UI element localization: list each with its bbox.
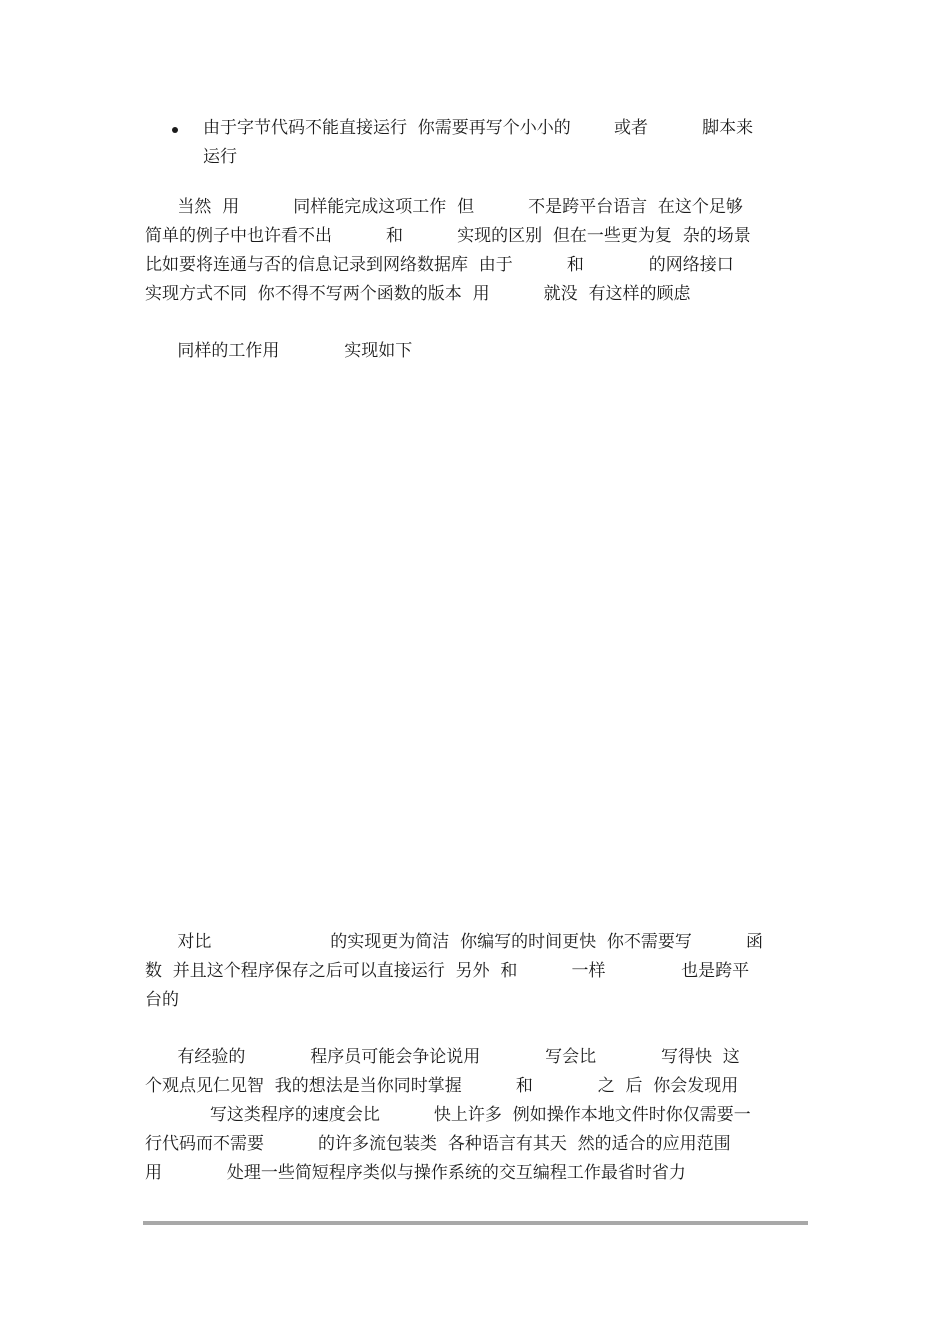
footer-divider xyxy=(143,1221,808,1225)
paragraph-4-line-5: 用 处理一些简短程序类似与操作系统的交互编程工作最省时省力 xyxy=(145,1163,686,1183)
paragraph-1-line-1: 当然 用 同样能完成这项工作 但 不是跨平台语言 在这个足够 xyxy=(145,197,743,217)
paragraph-4-line-1: 有经验的 程序员可能会争论说用 写会比 写得快 这 xyxy=(145,1047,740,1067)
paragraph-3-line-1: 对比 的实现更为简洁 你编写的时间更快 你不需要写 函 xyxy=(145,932,763,952)
paragraph-1-line-2: 简单的例子中也许看不出 和 实现的区别 但在一些更为复 杂的场景 xyxy=(145,226,751,246)
paragraph-1-line-3: 比如要将连通与否的信息记录到网络数据库 由于 和 的网络接口 xyxy=(145,255,734,275)
bullet-dot-icon xyxy=(172,127,178,133)
paragraph-3-line-2: 数 并且这个程序保存之后可以直接运行 另外 和 一样 也是跨平 xyxy=(145,961,750,981)
paragraph-4-line-2: 个观点见仁见智 我的想法是当你同时掌握 和 之 后 你会发现用 xyxy=(145,1076,739,1096)
bullet-line-2: 运行 xyxy=(203,147,237,167)
paragraph-4-line-4: 行代码而不需要 的许多流包装类 各种语言有其天 然的适合的应用范围 xyxy=(145,1134,731,1154)
paragraph-1-line-4: 实现方式不同 你不得不写两个函数的版本 用 就没 有这样的顾虑 xyxy=(145,284,691,304)
paragraph-2-line-1: 同样的工作用 实现如下 xyxy=(145,341,413,361)
bullet-line-1: 由于字节代码不能直接运行 你需要再写个小小的 或者 脚本来 xyxy=(203,118,754,138)
paragraph-4-line-3: 写这类程序的速度会比 快上许多 例如操作本地文件时你仅需要一 xyxy=(145,1105,751,1125)
paragraph-3-line-3: 台的 xyxy=(145,990,179,1010)
